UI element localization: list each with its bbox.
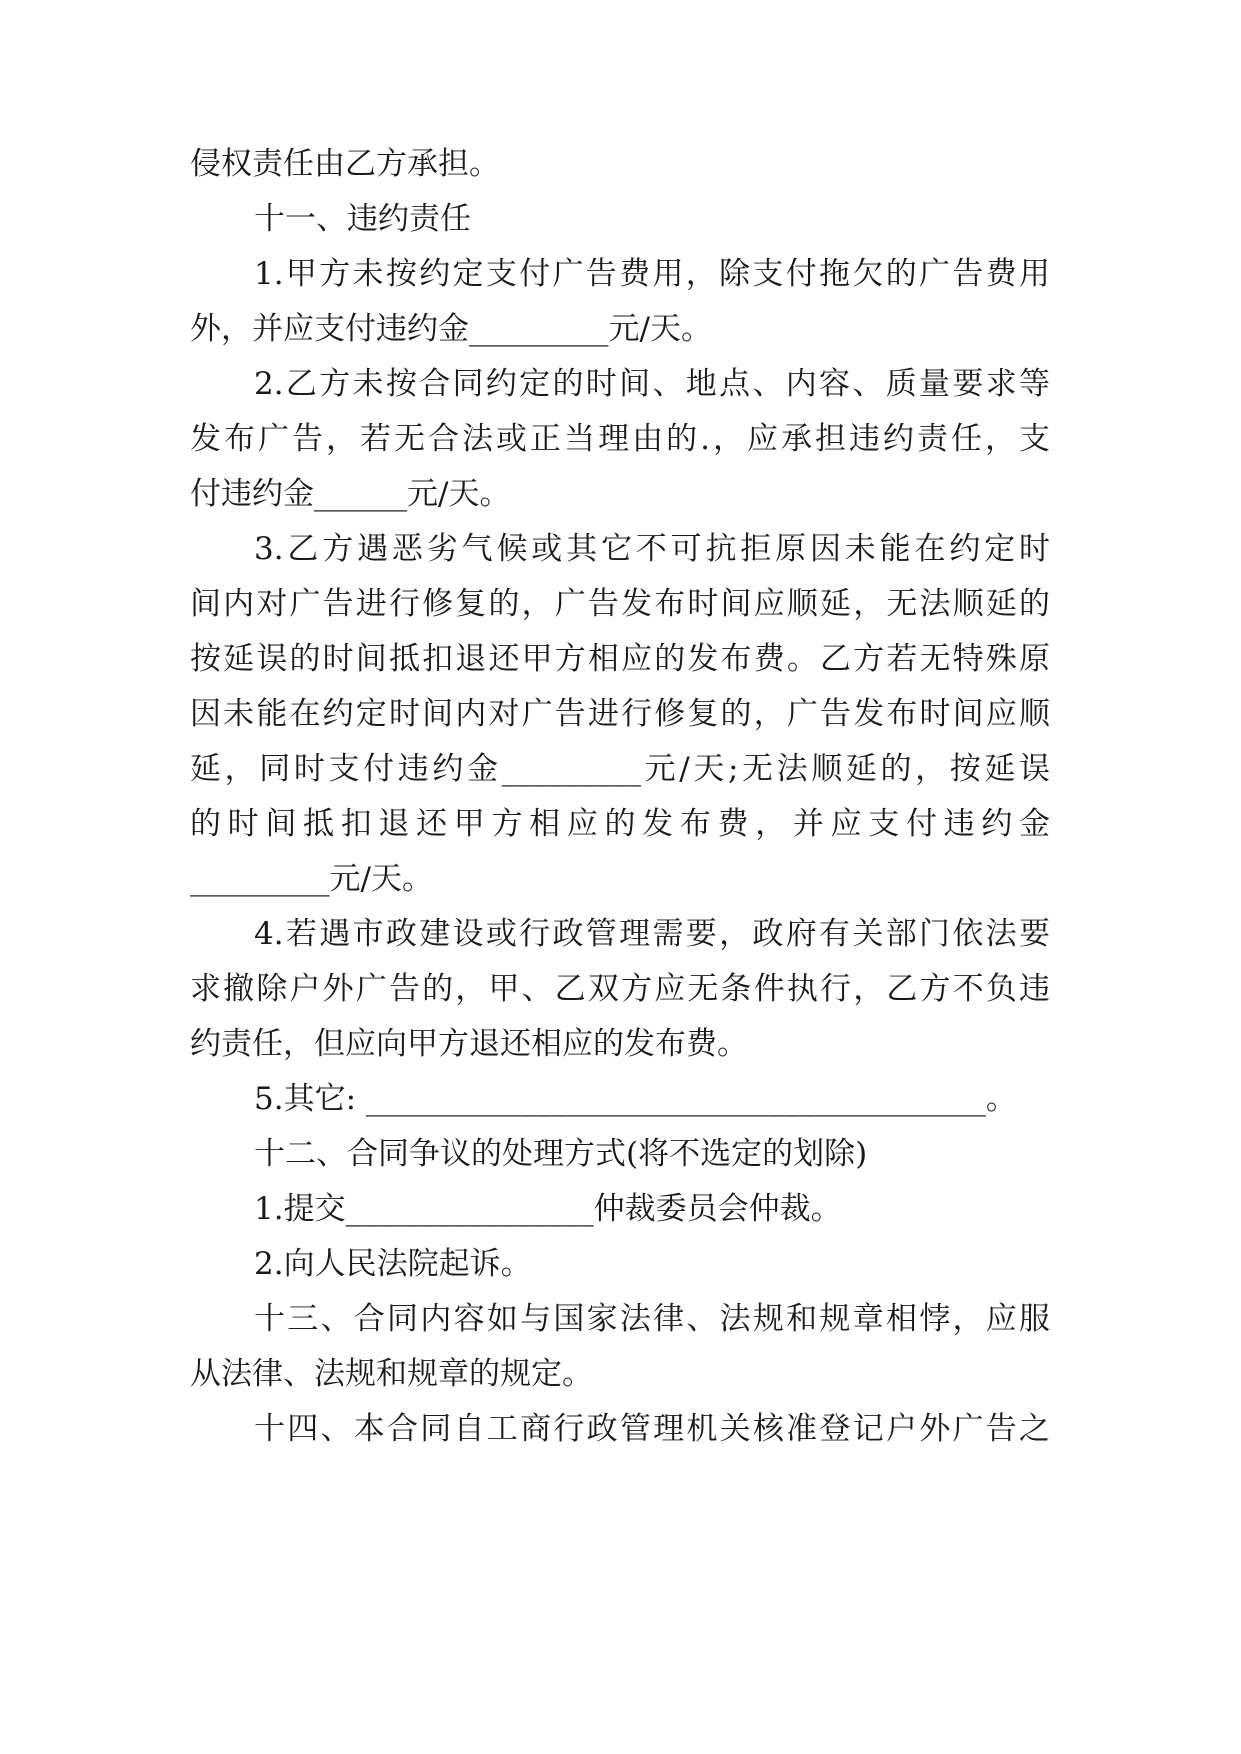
text-line: 2.向人民法院起诉。	[254, 1246, 532, 1282]
text-line: 5.其它: ________________________________________。	[254, 1081, 1017, 1117]
text-line: 3.乙方遇恶劣气候或其它不可抗拒原因未能在约定时	[254, 531, 1050, 567]
text-line: _________元/天。	[190, 861, 433, 897]
text-line: 付违约金______元/天。	[190, 476, 511, 512]
document-page	[190, 0, 1050, 1754]
text-line: 外，并应支付违约金_________元/天。	[190, 311, 712, 347]
text-line: 侵权责任由乙方承担。	[190, 146, 500, 182]
text-line: 延，同时支付违约金_________元/天;无法顺延的，按延误	[190, 751, 1050, 787]
text-line: 的时间抵扣退还甲方相应的发布费，并应支付违约金	[190, 806, 1050, 842]
text-line: 2.乙方未按合同约定的时间、地点、内容、质量要求等	[254, 366, 1050, 402]
text-line: 1.甲方未按约定支付广告费用，除支付拖欠的广告费用	[254, 256, 1050, 292]
text-line: 因未能在约定时间内对广告进行修复的，广告发布时间应顺	[190, 696, 1050, 732]
section-heading: 十四、本合同自工商行政管理机关核准登记户外广告之	[254, 1411, 1050, 1447]
text-line: 求撤除户外广告的，甲、乙双方应无条件执行，乙方不负违	[190, 971, 1050, 1007]
text-line: 间内对广告进行修复的，广告发布时间应顺延，无法顺延的	[190, 586, 1050, 622]
section-heading: 十二、合同争议的处理方式(将不选定的划除)	[254, 1136, 868, 1172]
text-line: 约责任，但应向甲方退还相应的发布费。	[190, 1026, 748, 1062]
text-line: 按延误的时间抵扣退还甲方相应的发布费。乙方若无特殊原	[190, 641, 1050, 677]
section-heading: 十三、合同内容如与国家法律、法规和规章相悖，应服	[254, 1301, 1050, 1337]
section-heading: 十一、违约责任	[254, 201, 471, 237]
text-line: 发布广告，若无合法或正当理由的.，应承担违约责任，支	[190, 421, 1050, 457]
text-line: 从法律、法规和规章的规定。	[190, 1356, 593, 1392]
text-line: 1.提交________________仲裁委员会仲裁。	[254, 1191, 842, 1227]
text-line: 4.若遇市政建设或行政管理需要，政府有关部门依法要	[254, 916, 1050, 952]
